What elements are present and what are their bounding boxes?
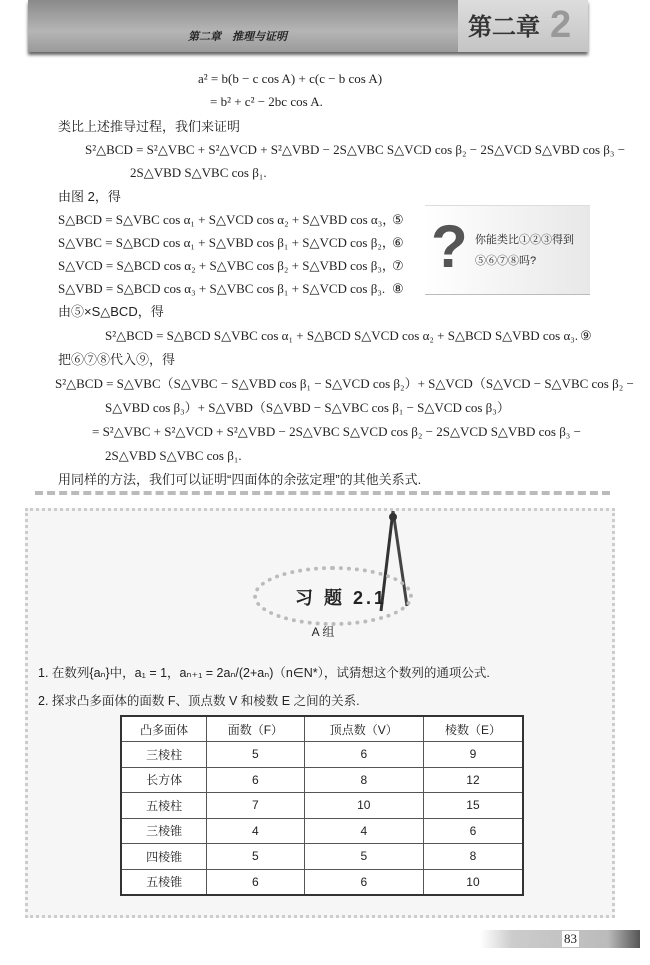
exercise-item: 1. 在数列{aₙ}中，a₁ = 1，aₙ₊₁ = 2aₙ/(2+aₙ)（n∈N*），试猜想这个数列的通项公式. <box>38 666 490 680</box>
chapter-header <box>28 0 588 52</box>
column-header: 面数（F） <box>207 716 304 742</box>
table-row <box>121 742 523 768</box>
table-cell: 5 <box>304 844 423 870</box>
table-cell: 6 <box>304 742 423 768</box>
table-row <box>121 844 523 870</box>
table-cell: 4 <box>304 818 423 844</box>
formula-line: S△VBD cos β₃）+ S△VBD（S△VBD − S△VBC cos β₁ − S△VCD cos β₃） <box>105 400 510 415</box>
chapter-badge <box>458 0 588 52</box>
formula-line: S△VBD = S△BCD cos α₃ + S△VBC cos β₁ + S△VCD cos β₃. <box>58 281 386 296</box>
polyhedra-table <box>120 715 524 896</box>
formula-line: S△VBC = S△BCD cos α₁ + S△VBD cos β₁ + S△VCD cos β₂， <box>58 235 395 250</box>
formula-line: S²△BCD = S²△VBC + S²△VCD + S²△VBD − 2S△VBC S△VCD cos β₂ − 2S△VCD S△VBD cos β₃ − <box>85 142 626 157</box>
equation-number: ⑥ <box>392 235 404 250</box>
formula-line: S²△BCD = S△BCD S△VBC cos α₁ + S△BCD S△VCD cos α₂ + S△BCD S△VBD cos α₃. <box>105 328 579 343</box>
column-header: 顶点数（V） <box>304 716 423 742</box>
question-sidebar <box>425 205 590 295</box>
formula-line: a² = b(b − c cos A) + c(c − b cos A) <box>198 71 383 86</box>
table-cell: 5 <box>207 742 304 768</box>
exercise-box <box>25 508 615 918</box>
table-cell: 长方体 <box>121 767 207 793</box>
exercise-item: 2. 探求凸多面体的面数 F、顶点数 V 和棱数 E 之间的关系. <box>38 694 360 708</box>
table-row <box>121 767 523 793</box>
table-cell: 10 <box>423 869 523 895</box>
table-cell: 12 <box>423 767 523 793</box>
chapter-number: 2 <box>550 4 572 46</box>
page-footer <box>480 930 640 948</box>
formula-line: S△VCD = S△BCD cos α₂ + S△VBC cos β₂ + S△VBD cos β₃， <box>58 258 395 273</box>
table-row <box>121 818 523 844</box>
column-header: 棱数（E） <box>423 716 523 742</box>
table-cell: 7 <box>207 793 304 819</box>
table-header-row <box>121 716 523 742</box>
section-title: 第二章 推理与证明 <box>188 31 287 43</box>
table-cell: 三棱柱 <box>121 742 207 768</box>
formula-line: 2S△VBD S△VBC cos β₁. <box>105 448 242 463</box>
table-row <box>121 793 523 819</box>
text-line: 把⑥⑦⑧代入⑨，得 <box>58 352 176 367</box>
table-cell: 6 <box>207 869 304 895</box>
group-label: A 组 <box>311 625 335 639</box>
table-cell: 四棱锥 <box>121 844 207 870</box>
formula-line: = S²△VBC + S²△VCD + S²△VBD − 2S△VBC S△VCD cos β₂ − 2S△VCD S△VBD cos β₃ − <box>92 424 581 439</box>
table-row <box>121 869 523 895</box>
equation-number: ⑨ <box>580 328 592 343</box>
formula-line: S²△BCD = S△VBC（S△VBC − S△VBD cos β₁ − S△VCD cos β₂）+ S△VCD（S△VCD − S△VBC cos β₂ − <box>55 376 634 391</box>
equation-number: ⑧ <box>392 281 404 296</box>
table-cell: 15 <box>423 793 523 819</box>
question-mark-icon: ? <box>431 213 468 280</box>
formula-line: 2S△VBD S△VBC cos β₁. <box>130 165 267 180</box>
text-line: 类比上述推导过程，我们来证明 <box>58 119 241 134</box>
question-note: 你能类比①②③得到⑤⑥⑦⑧吗? <box>475 234 574 267</box>
equation-number: ⑤ <box>392 212 404 227</box>
table-cell: 五棱柱 <box>121 793 207 819</box>
text-line: 由图 2，得 <box>58 189 121 204</box>
chapter-label: 第二章 <box>468 14 540 41</box>
exercise-title: 习 题 2.1 <box>295 588 388 608</box>
text-line: 用同样的方法，我们可以证明“四面体的余弦定理”的其他关系式. <box>58 472 422 487</box>
text-line: 由⑤×S△BCD，得 <box>58 304 164 319</box>
table-cell: 五棱锥 <box>121 869 207 895</box>
table-cell: 9 <box>423 742 523 768</box>
formula-line: S△BCD = S△VBC cos α₁ + S△VCD cos α₂ + S△VBD cos α₃， <box>58 212 396 227</box>
table-cell: 10 <box>304 793 423 819</box>
equation-number: ⑦ <box>392 258 404 273</box>
exercise-title-frame <box>253 566 413 626</box>
divider <box>35 491 610 496</box>
table-cell: 6 <box>423 818 523 844</box>
formula-line: = b² + c² − 2bc cos A. <box>210 94 323 109</box>
table-cell: 5 <box>207 844 304 870</box>
table-cell: 6 <box>207 767 304 793</box>
table-cell: 三棱锥 <box>121 818 207 844</box>
table-cell: 6 <box>304 869 423 895</box>
table-cell: 4 <box>207 818 304 844</box>
page-number: 83 <box>564 931 577 946</box>
table-cell: 8 <box>423 844 523 870</box>
column-header: 凸多面体 <box>121 716 207 742</box>
table-cell: 8 <box>304 767 423 793</box>
